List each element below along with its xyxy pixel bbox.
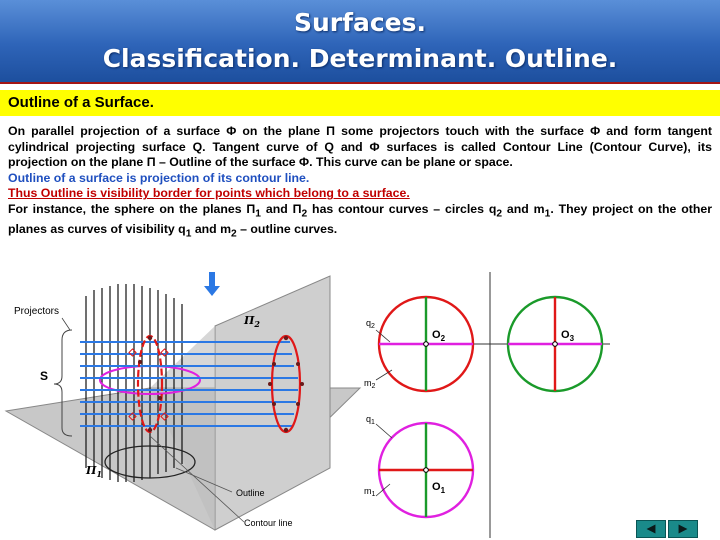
label-q2: $q_2$ xyxy=(366,318,375,330)
slide-title-line1: Surfaces. xyxy=(293,8,427,37)
paragraph-visibility-border: Thus Outline is visibility border for points which belong to a surface. xyxy=(8,186,410,201)
section-heading: Outline of a Surface. xyxy=(8,94,154,111)
section-header-bar xyxy=(0,90,720,116)
projection-figure xyxy=(0,268,720,540)
label-o2: $O_2$ xyxy=(432,329,446,343)
body-text xyxy=(8,124,712,242)
s-label: S xyxy=(40,369,49,383)
projectors-label: Projectors xyxy=(14,306,60,317)
contour-line-label: Contour line xyxy=(244,518,293,528)
label-o3: $O_3$ xyxy=(561,329,575,343)
nav-next-button[interactable] xyxy=(668,520,698,538)
paragraph-sphere-example: For instance, the sphere on the planes $\Pi_1$ and $\Pi_2$ has contour curves – circles $q_2$ and $m_1$. They project on the other planes as curves of visibility $q_1$ and $m_2$ – outline curves. xyxy=(8,201,712,240)
outline-label: Outline xyxy=(236,488,265,498)
projection-direction-arrow-icon xyxy=(204,272,220,296)
slide-title-line2: Classification. Determinant. Outline. xyxy=(102,44,618,73)
title-bar xyxy=(0,0,720,84)
paragraph-definition: On parallel projection of a surface Φ on the plane Π some projectors touch with the surface Φ and form tangent cylindrical projecting surface Q. Tangent curve of Q and Φ surfaces is called Contour Line (Contour Curve), its projection on the plane Π – Outline of the surface Φ. This curve can be plane or space. xyxy=(8,124,712,170)
nav-back-button[interactable] xyxy=(636,520,666,538)
label-m2: $m_2$ xyxy=(364,378,376,390)
label-q1: $q_1$ xyxy=(366,414,375,426)
triangle-right-icon xyxy=(669,521,697,537)
label-o1: $O_1$ xyxy=(432,481,446,495)
paragraph-outline-definition: Outline of a surface is projection of its contour line. xyxy=(8,170,310,185)
pi2-label: $\Pi_2$ xyxy=(244,314,260,329)
pi1-label: $\Pi_1$ xyxy=(86,464,102,479)
triangle-left-icon xyxy=(637,521,665,537)
left-figure xyxy=(6,272,360,530)
label-m1: $m_1$ xyxy=(364,486,376,498)
right-figure xyxy=(364,272,610,538)
